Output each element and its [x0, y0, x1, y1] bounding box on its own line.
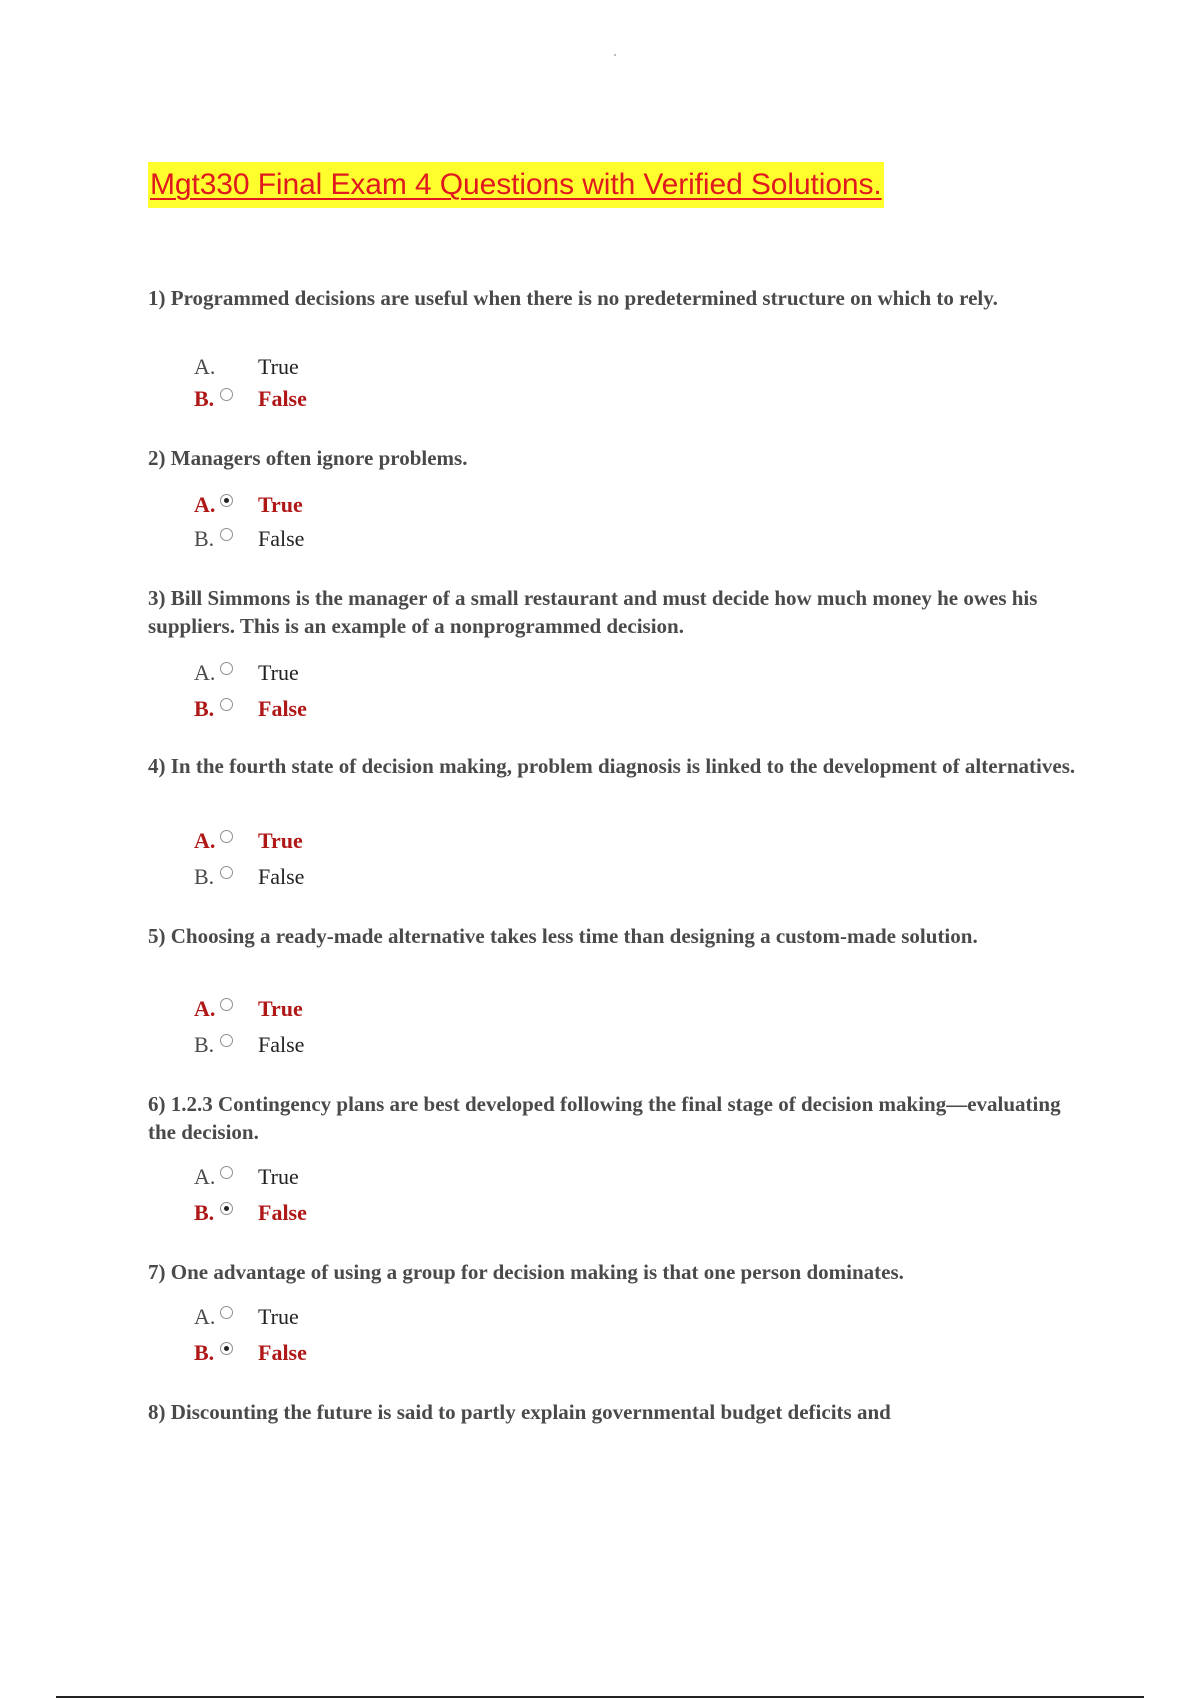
- radio-button[interactable]: [220, 1166, 233, 1179]
- option-letter: B.: [194, 386, 215, 411]
- question-3: 3) Bill Simmons is the manager of a small restaurant and must decide how much money he owes his suppliers. This is an example of a nonprogrammed decision.: [148, 586, 1038, 638]
- option-label: True: [258, 828, 303, 853]
- option-label: True: [258, 996, 303, 1021]
- option-label: False: [258, 526, 305, 551]
- option-letter: A.: [194, 996, 216, 1021]
- document-title: Mgt330 Final Exam 4 Questions with Verified Solutions.: [150, 168, 882, 201]
- option-label: True: [258, 1164, 299, 1189]
- option-letter: A.: [194, 354, 216, 379]
- option-label: False: [258, 864, 305, 889]
- question-1: 1) Programmed decisions are useful when there is no predetermined structure on which to rely.: [148, 286, 998, 310]
- question-7: 7) One advantage of using a group for decision making is that one person dominates.: [148, 1260, 904, 1284]
- page-dot: [614, 54, 616, 56]
- title-highlight: [148, 162, 884, 208]
- option-letter: B.: [194, 526, 215, 551]
- option-letter: B.: [194, 864, 215, 889]
- footer-rule: [56, 1696, 1144, 1698]
- radio-button-checked[interactable]: [220, 1342, 233, 1355]
- option-label: True: [258, 1304, 299, 1329]
- radio-button[interactable]: [220, 528, 233, 541]
- question-8: 8) Discounting the future is said to partly explain governmental budget deficits and: [148, 1400, 891, 1424]
- option-letter: B.: [194, 1200, 215, 1225]
- option-letter: B.: [194, 1340, 215, 1365]
- option-letter: A.: [194, 492, 216, 517]
- option-letter: B.: [194, 1032, 215, 1057]
- radio-button-checked[interactable]: [220, 1202, 233, 1215]
- option-letter: B.: [194, 696, 215, 721]
- radio-button[interactable]: [220, 830, 233, 843]
- option-label: False: [258, 1032, 305, 1057]
- question-6: 6) 1.2.3 Contingency plans are best developed following the final stage of decision making—evaluating the decision.: [148, 1092, 1061, 1144]
- question-4: 4) In the fourth state of decision making, problem diagnosis is linked to the development of alternatives.: [148, 754, 1076, 778]
- question-5: 5) Choosing a ready-made alternative takes less time than designing a custom-made solution.: [148, 924, 978, 948]
- option-label: True: [258, 354, 299, 379]
- option-label: True: [258, 492, 303, 517]
- radio-button[interactable]: [220, 1306, 233, 1319]
- option-letter: A.: [194, 1164, 216, 1189]
- option-label: False: [258, 696, 307, 721]
- radio-button[interactable]: [220, 866, 233, 879]
- option-letter: A.: [194, 828, 216, 853]
- option-label: False: [258, 386, 307, 411]
- question-2: 2) Managers often ignore problems.: [148, 446, 468, 470]
- option-letter: A.: [194, 660, 216, 685]
- option-label: True: [258, 660, 299, 685]
- radio-button[interactable]: [220, 1034, 233, 1047]
- radio-button[interactable]: [220, 662, 233, 675]
- option-label: False: [258, 1340, 307, 1365]
- radio-button-checked[interactable]: [220, 494, 233, 507]
- radio-button[interactable]: [220, 388, 233, 401]
- radio-button[interactable]: [220, 998, 233, 1011]
- radio-button[interactable]: [220, 698, 233, 711]
- option-letter: A.: [194, 1304, 216, 1329]
- option-label: False: [258, 1200, 307, 1225]
